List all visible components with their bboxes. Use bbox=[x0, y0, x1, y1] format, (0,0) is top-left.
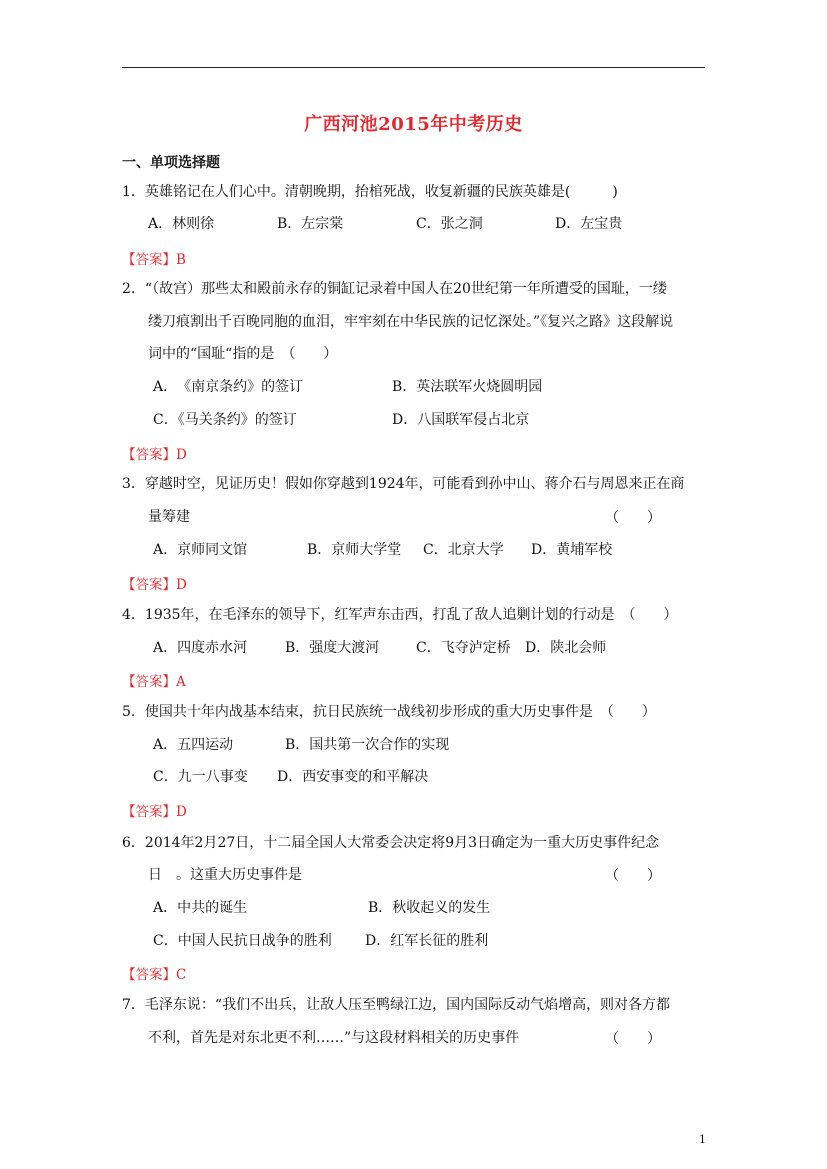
question-4-option-c: C．飞夺泸定桥 bbox=[416, 640, 511, 656]
question-2-option-b: B．英法联军火烧圆明园 bbox=[392, 379, 543, 395]
question-3-option-c: C．北京大学 bbox=[423, 542, 504, 558]
question-7-blank: （ ） bbox=[605, 1031, 661, 1047]
question-6-option-c: C．中国人民抗日战争的胜利 bbox=[153, 933, 332, 949]
question-6-option-b: B．秋收起义的发生 bbox=[368, 900, 491, 916]
question-5-option-a: A．五四运动 bbox=[153, 737, 234, 753]
question-4-option-b: B．强度大渡河 bbox=[285, 640, 380, 656]
question-3-option-a: A．京师同文馆 bbox=[153, 542, 248, 558]
question-2-line-3: 词中的“国耻“指的是 （ ） bbox=[148, 346, 338, 362]
question-2-option-c: C．《马关条约》的签订 bbox=[153, 412, 297, 428]
section-heading: 一、单项选择题 bbox=[122, 155, 220, 171]
question-1-option-a: A．林则徐 bbox=[148, 216, 215, 232]
question-6-line-2: 日 。这重大历史事件是 bbox=[148, 867, 302, 883]
question-7-line-2: 不利，首先是对东北更不利……”与这段材料相关的历史事件 bbox=[148, 1030, 520, 1046]
question-1-option-b: B．左宗棠 bbox=[277, 216, 344, 232]
question-1-option-c: C．张之洞 bbox=[416, 216, 483, 232]
question-6-option-d: D．红军长征的胜利 bbox=[365, 933, 489, 949]
question-5-option-d: D．西安事变的和平解决 bbox=[277, 769, 429, 785]
question-4-option-d: D．陕北会师 bbox=[525, 640, 607, 656]
question-5-text: 5．使国共十年内战基本结束，抗日民族统一战线初步形成的重大历史事件是 （ ） bbox=[122, 704, 656, 720]
page-title: 广西河池2015年中考历史 bbox=[304, 114, 523, 135]
question-6-answer: 【答案】C bbox=[122, 967, 187, 983]
question-2-answer: 【答案】D bbox=[122, 447, 187, 463]
page-number: 1 bbox=[699, 1133, 706, 1146]
question-2-option-d: D．八国联军侵占北京 bbox=[392, 412, 530, 428]
question-4-answer: 【答案】A bbox=[122, 674, 186, 690]
question-5-option-c: C．九一八事变 bbox=[153, 769, 248, 785]
question-5-answer: 【答案】D bbox=[122, 804, 187, 820]
question-4-text: 4．1935年，在毛泽东的领导下，红军声东击西，打乱了敌人追剿计划的行动是 （ ） bbox=[122, 607, 678, 623]
question-6-option-a: A．中共的诞生 bbox=[153, 900, 248, 916]
question-2-option-a: A． 《南京条约》的签订 bbox=[153, 379, 304, 395]
header-rule bbox=[122, 67, 705, 68]
question-3-option-d: D．黄埔军校 bbox=[531, 542, 613, 558]
question-6-blank: （ ） bbox=[605, 868, 661, 884]
question-2-line-1: 2．“（故宫）那些太和殿前永存的铜缸记录着中国人在20世纪第一年所遭受的国耻，一缕 bbox=[122, 281, 667, 297]
question-2-line-2: 缕刀痕割出千百晚同胞的血泪，牢牢刻在中华民族的记忆深处。”《复兴之路》这段解说 bbox=[148, 314, 674, 330]
question-4-option-a: A．四度赤水河 bbox=[153, 640, 248, 656]
question-1-text: 1．英雄铭记在人们心中。清朝晚期，抬棺死战，收复新疆的民族英雄是( ) bbox=[122, 184, 618, 200]
question-5-option-b: B．国共第一次合作的实现 bbox=[285, 737, 450, 753]
question-1-answer: 【答案】B bbox=[122, 252, 186, 268]
question-3-answer: 【答案】D bbox=[122, 577, 187, 593]
question-1-option-d: D．左宝贵 bbox=[555, 216, 623, 232]
question-7-line-1: 7．毛泽东说：“我们不出兵，让敌人压至鸭绿江边，国内国际反动气焰增高，则对各方都 bbox=[122, 997, 671, 1013]
question-3-line-1: 3．穿越时空，见证历史！假如你穿越到1924年，可能看到孙中山、蒋介石与周恩来正在商 bbox=[122, 476, 685, 492]
question-3-line-2: 量筹建 bbox=[148, 509, 190, 525]
question-6-line-1: 6．2014年2月27日，十二届全国人大常委会决定将9月3日确定为一重大历史事件纪念 bbox=[122, 835, 660, 851]
question-3-blank: （ ） bbox=[605, 510, 661, 526]
question-3-option-b: B．京师大学堂 bbox=[307, 542, 402, 558]
